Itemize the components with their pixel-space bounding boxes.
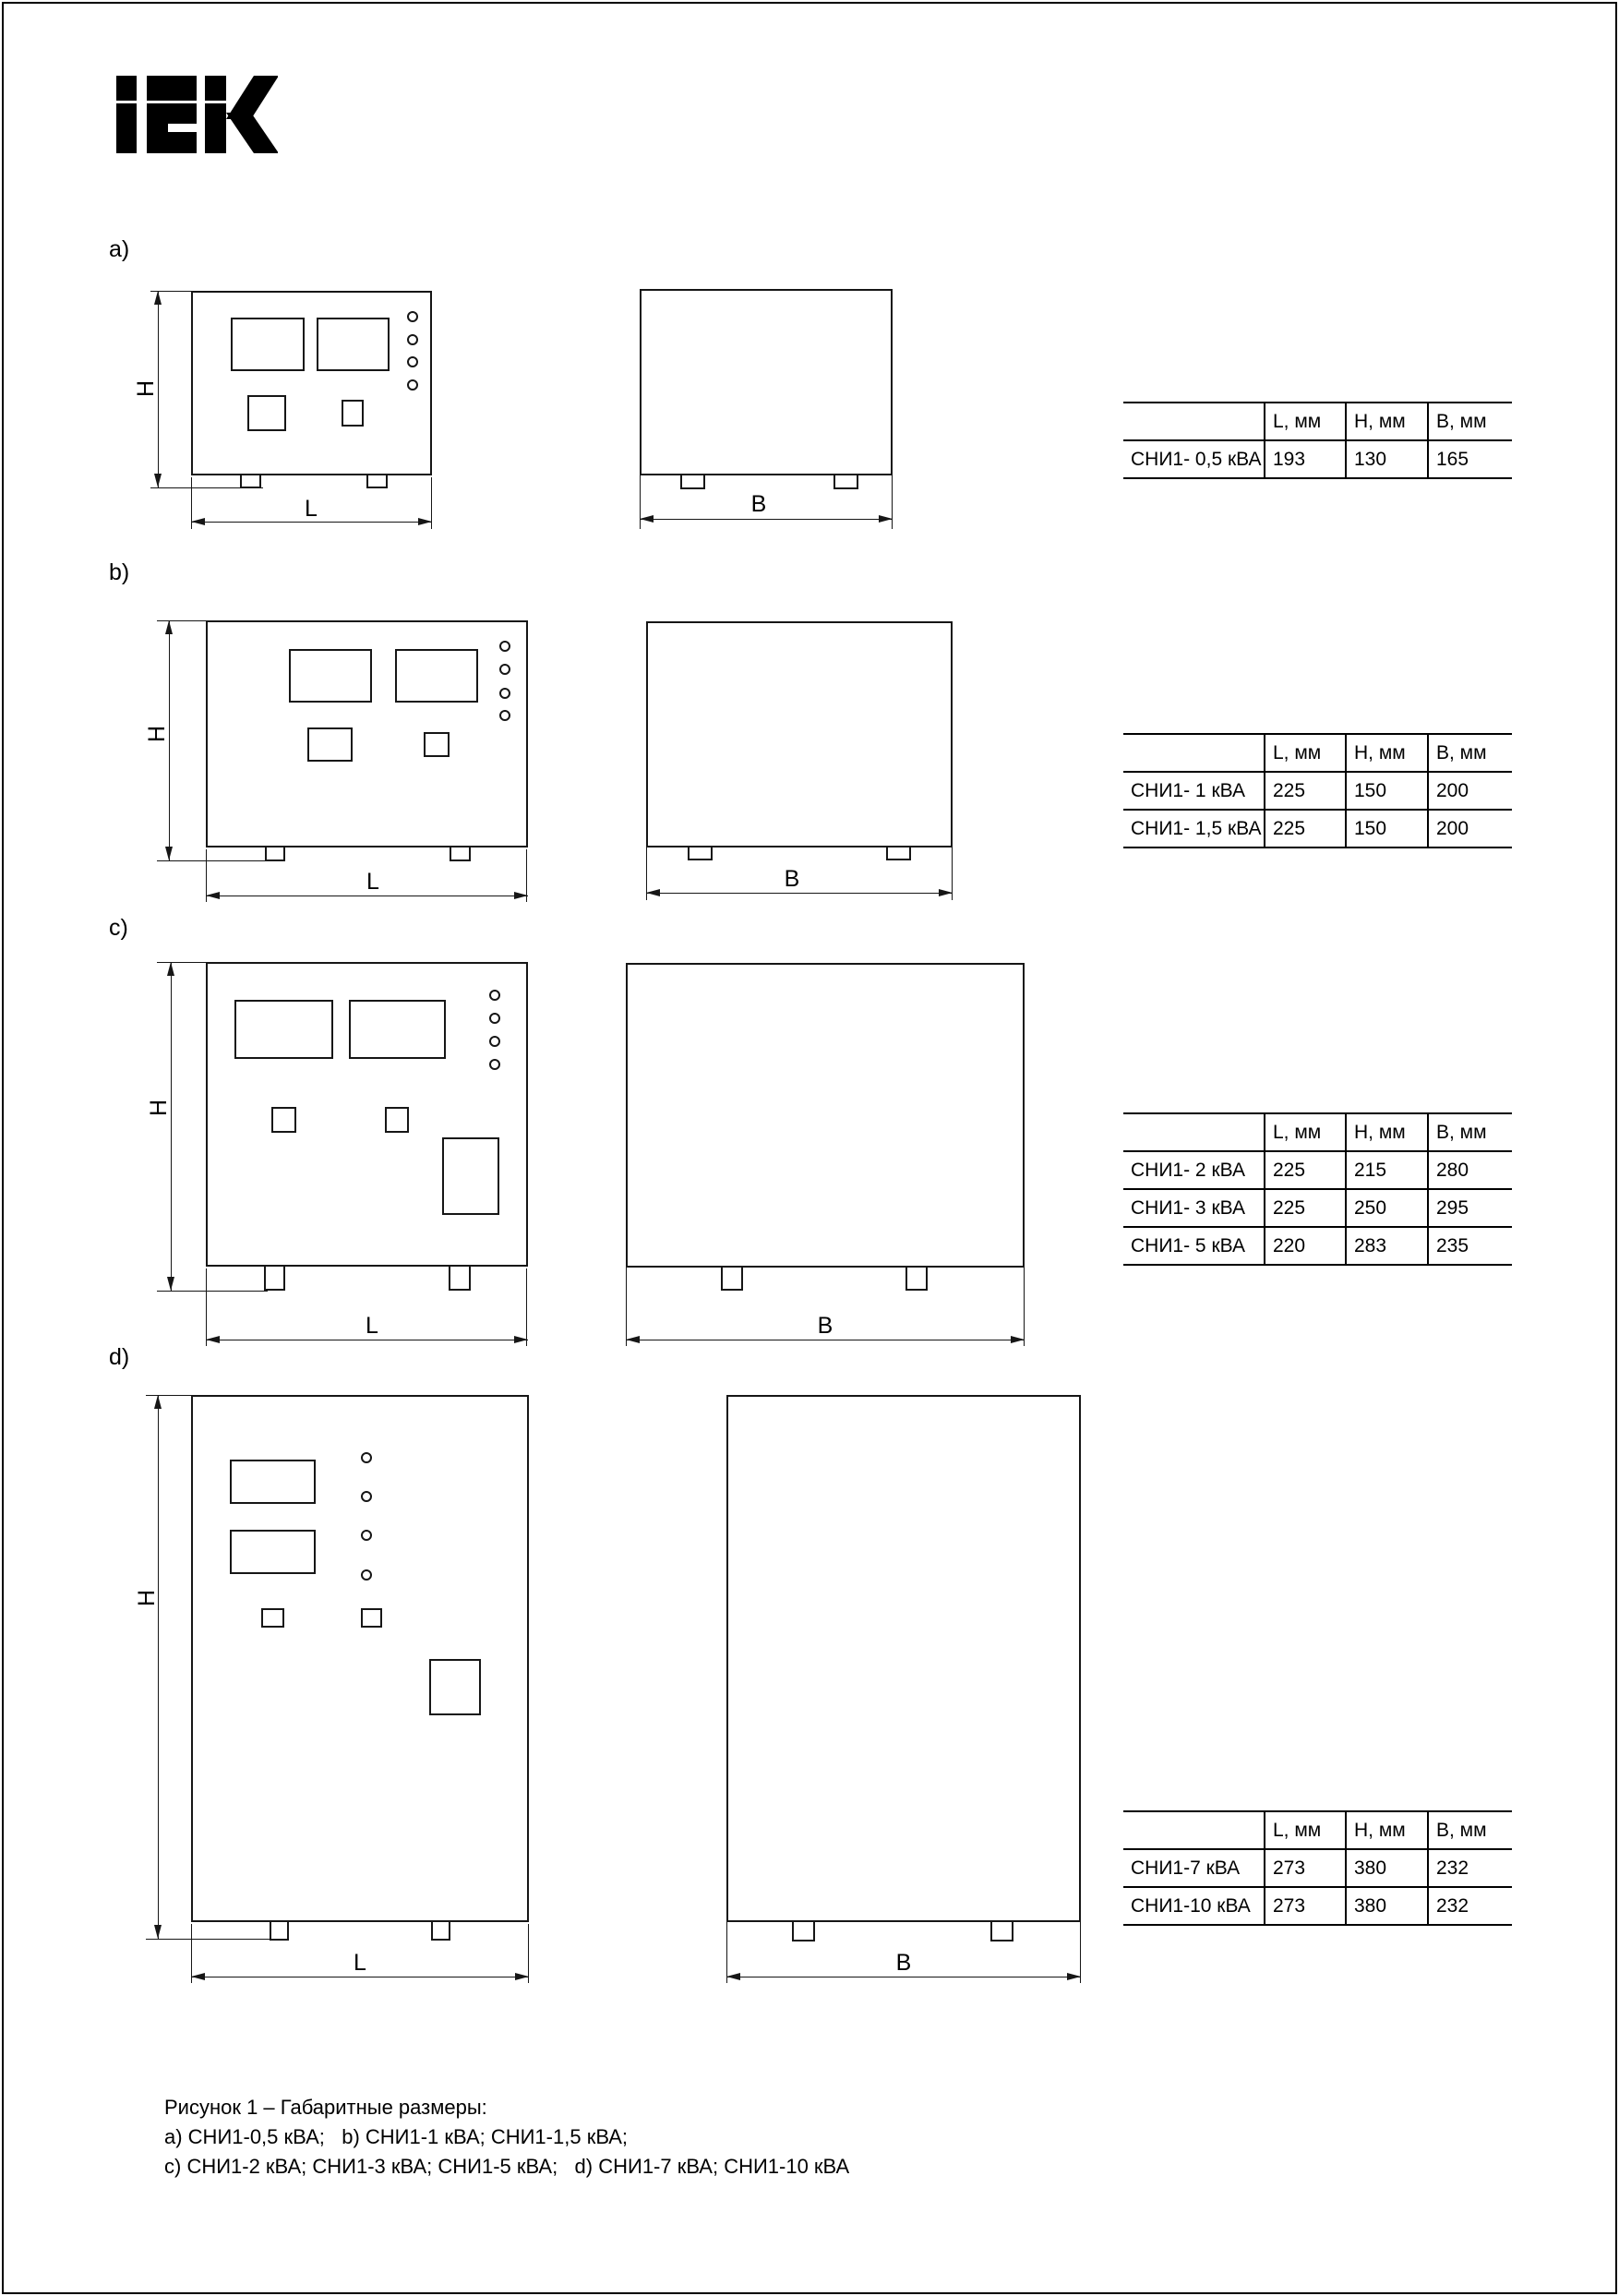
arrowhead-icon	[206, 892, 220, 899]
indicator-led	[499, 641, 510, 652]
dimension-label-l: L	[354, 1950, 366, 1976]
value-cell: 150	[1346, 772, 1428, 810]
dimensions-table-d	[1123, 1810, 1512, 1926]
arrowhead-icon	[1011, 1336, 1025, 1343]
header-cell	[1123, 1811, 1265, 1849]
indicator-led	[361, 1530, 372, 1541]
value-cell: 235	[1428, 1227, 1512, 1265]
table-header-row	[1123, 1811, 1512, 1849]
extension-line	[206, 1268, 207, 1346]
indicator-led	[489, 1013, 500, 1024]
display-window	[349, 1000, 446, 1059]
indicator-led	[499, 688, 510, 699]
value-cell: 150	[1346, 810, 1428, 847]
dimension-label-h: H	[134, 1589, 160, 1607]
value-cell: 200	[1428, 810, 1512, 847]
value-cell: 232	[1428, 1887, 1512, 1925]
foot	[270, 1920, 289, 1941]
value-cell: 130	[1346, 440, 1428, 478]
foot	[264, 1265, 285, 1291]
caption-line-2: a) СНИ1-0,5 кВА; b) СНИ1-1 кВА; СНИ1-1,5 кВА;	[164, 2125, 629, 2148]
arrowhead-icon	[191, 1973, 205, 1980]
header-cell: L, мм	[1265, 1113, 1346, 1151]
dimension-line-b	[640, 519, 893, 520]
header-cell: H, мм	[1346, 403, 1428, 440]
extension-line	[626, 1268, 627, 1346]
arrowhead-icon	[514, 892, 528, 899]
header-cell: H, мм	[1346, 734, 1428, 772]
indicator-led	[499, 710, 510, 721]
table-header-row	[1123, 403, 1512, 440]
dimension-label-h: H	[146, 1099, 172, 1117]
display-window	[395, 649, 478, 703]
side-view-outline	[626, 963, 1025, 1268]
header-cell	[1123, 734, 1265, 772]
dimension-label-b: B	[750, 491, 767, 517]
model-cell: СНИ1- 1,5 кВА	[1123, 810, 1265, 847]
arrowhead-icon	[165, 847, 173, 860]
arrowhead-icon	[1067, 1973, 1081, 1980]
dimension-label-l: L	[305, 496, 318, 522]
dimension-label-l: L	[366, 869, 379, 895]
side-view-outline	[726, 1395, 1081, 1922]
extension-line	[526, 1268, 527, 1346]
foot	[450, 846, 471, 861]
table-row	[1123, 440, 1512, 478]
value-cell: 295	[1428, 1189, 1512, 1227]
model-cell: СНИ1- 0,5 кВА	[1123, 440, 1265, 478]
header-cell: L, мм	[1265, 1811, 1346, 1849]
switch-cutout	[342, 400, 364, 427]
model-cell: СНИ1-10 кВА	[1123, 1887, 1265, 1925]
value-cell: 283	[1346, 1227, 1428, 1265]
value-cell: 225	[1265, 772, 1346, 810]
indicator-led	[407, 379, 418, 391]
header-cell: B, мм	[1428, 1811, 1512, 1849]
caption-line-3: c) СНИ1-2 кВА; СНИ1-3 кВА; СНИ1-5 кВА; d) СНИ1-7 кВА; СНИ1-10 кВА	[164, 2155, 850, 2178]
extension-line	[157, 860, 268, 861]
dimension-line-h	[158, 1395, 159, 1939]
header-cell: H, мм	[1346, 1811, 1428, 1849]
arrowhead-icon	[626, 1336, 640, 1343]
foot	[265, 846, 285, 861]
dimension-label-l: L	[366, 1313, 378, 1339]
arrowhead-icon	[167, 1277, 174, 1291]
table-row	[1123, 1227, 1512, 1265]
arrowhead-icon	[515, 1973, 529, 1980]
switch-cutout	[424, 732, 450, 757]
dimension-label-b: B	[784, 866, 800, 892]
foot	[431, 1920, 450, 1941]
dimensions-table-b	[1123, 733, 1512, 848]
section-a-label: a)	[109, 236, 130, 262]
switch-cutout	[271, 1107, 296, 1133]
value-cell: 280	[1428, 1151, 1512, 1189]
table-header-row	[1123, 1113, 1512, 1151]
indicator-led	[407, 356, 418, 367]
dimensions-table-a	[1123, 402, 1512, 479]
foot	[680, 474, 705, 489]
value-cell: 225	[1265, 1151, 1346, 1189]
extension-line	[157, 1291, 268, 1292]
table-row	[1123, 1849, 1512, 1887]
dimension-label-b: B	[895, 1950, 912, 1976]
socket-cutout	[442, 1137, 499, 1215]
table-row	[1123, 810, 1512, 847]
value-cell: 380	[1346, 1887, 1428, 1925]
value-cell: 232	[1428, 1849, 1512, 1887]
extension-line	[1024, 1268, 1025, 1346]
arrowhead-icon	[514, 1336, 528, 1343]
header-cell: B, мм	[1428, 403, 1512, 440]
value-cell: 220	[1265, 1227, 1346, 1265]
table-row	[1123, 1189, 1512, 1227]
value-cell: 215	[1346, 1151, 1428, 1189]
socket-cutout	[429, 1659, 481, 1715]
foot	[688, 846, 713, 860]
value-cell: 250	[1346, 1189, 1428, 1227]
arrowhead-icon	[206, 1336, 220, 1343]
value-cell: 273	[1265, 1887, 1346, 1925]
foot	[366, 474, 388, 488]
dimensions-table-c	[1123, 1112, 1512, 1266]
header-cell: L, мм	[1265, 403, 1346, 440]
value-cell: 225	[1265, 1189, 1346, 1227]
arrowhead-icon	[191, 518, 205, 525]
dimension-line-l	[191, 522, 432, 523]
switch-cutout	[307, 727, 353, 762]
value-cell: 380	[1346, 1849, 1428, 1887]
arrowhead-icon	[879, 515, 893, 523]
arrowhead-icon	[640, 515, 654, 523]
indicator-led	[489, 990, 500, 1001]
dimension-label-h: H	[133, 379, 159, 398]
display-window	[234, 1000, 333, 1059]
table-row	[1123, 1151, 1512, 1189]
header-cell: H, мм	[1346, 1113, 1428, 1151]
switch-cutout	[247, 395, 286, 431]
arrowhead-icon	[154, 1395, 162, 1409]
foot	[792, 1920, 815, 1941]
model-cell: СНИ1- 1 кВА	[1123, 772, 1265, 810]
section-d-label: d)	[109, 1344, 130, 1370]
table-header-row	[1123, 734, 1512, 772]
display-window	[230, 1460, 316, 1504]
section-b-label: b)	[109, 559, 130, 585]
value-cell: 225	[1265, 810, 1346, 847]
foot	[990, 1920, 1013, 1941]
arrowhead-icon	[167, 962, 174, 976]
front-view-outline	[191, 291, 432, 475]
extension-line	[157, 620, 206, 621]
arrowhead-icon	[939, 889, 953, 896]
foot	[449, 1265, 471, 1291]
model-cell: СНИ1- 2 кВА	[1123, 1151, 1265, 1189]
model-cell: СНИ1-7 кВА	[1123, 1849, 1265, 1887]
model-cell: СНИ1- 3 кВА	[1123, 1189, 1265, 1227]
indicator-led	[361, 1569, 372, 1581]
value-cell: 165	[1428, 440, 1512, 478]
switch-cutout	[385, 1107, 409, 1133]
dimension-label-b: B	[817, 1313, 833, 1339]
arrowhead-icon	[646, 889, 660, 896]
extension-line	[146, 1395, 191, 1396]
foot	[721, 1266, 743, 1291]
dimension-line-b	[646, 893, 953, 894]
arrowhead-icon	[165, 620, 173, 634]
foot	[833, 474, 858, 489]
switch-cutout	[261, 1608, 284, 1628]
dimension-line-h	[171, 962, 172, 1291]
extension-line	[146, 1939, 277, 1940]
indicator-led	[361, 1452, 372, 1463]
indicator-led	[407, 311, 418, 322]
dimension-label-h: H	[144, 725, 170, 743]
switch-cutout	[361, 1608, 382, 1628]
indicator-led	[489, 1059, 500, 1070]
side-view-outline	[640, 289, 893, 475]
arrowhead-icon	[154, 1925, 162, 1939]
foot	[886, 846, 911, 860]
arrowhead-icon	[418, 518, 432, 525]
table-row	[1123, 772, 1512, 810]
extension-line	[150, 487, 263, 488]
indicator-led	[499, 664, 510, 675]
foot	[240, 474, 261, 488]
section-c-label: c)	[109, 915, 128, 941]
arrowhead-icon	[154, 474, 162, 487]
header-cell	[1123, 403, 1265, 440]
extension-line	[157, 962, 206, 963]
arrowhead-icon	[154, 291, 162, 305]
model-cell: СНИ1- 5 кВА	[1123, 1227, 1265, 1265]
display-window	[231, 318, 305, 371]
foot	[905, 1266, 928, 1291]
header-cell: L, мм	[1265, 734, 1346, 772]
indicator-led	[361, 1491, 372, 1502]
display-window	[289, 649, 372, 703]
value-cell: 200	[1428, 772, 1512, 810]
arrowhead-icon	[726, 1973, 740, 1980]
side-view-outline	[646, 621, 953, 847]
iek-logo	[115, 76, 278, 153]
table-row	[1123, 1887, 1512, 1925]
display-window	[317, 318, 390, 371]
header-cell: B, мм	[1428, 1113, 1512, 1151]
header-cell	[1123, 1113, 1265, 1151]
caption-line-1: Рисунок 1 – Габаритные размеры:	[164, 2096, 487, 2119]
value-cell: 193	[1265, 440, 1346, 478]
display-window	[230, 1530, 316, 1574]
indicator-led	[407, 334, 418, 345]
value-cell: 273	[1265, 1849, 1346, 1887]
indicator-led	[489, 1036, 500, 1047]
header-cell: B, мм	[1428, 734, 1512, 772]
